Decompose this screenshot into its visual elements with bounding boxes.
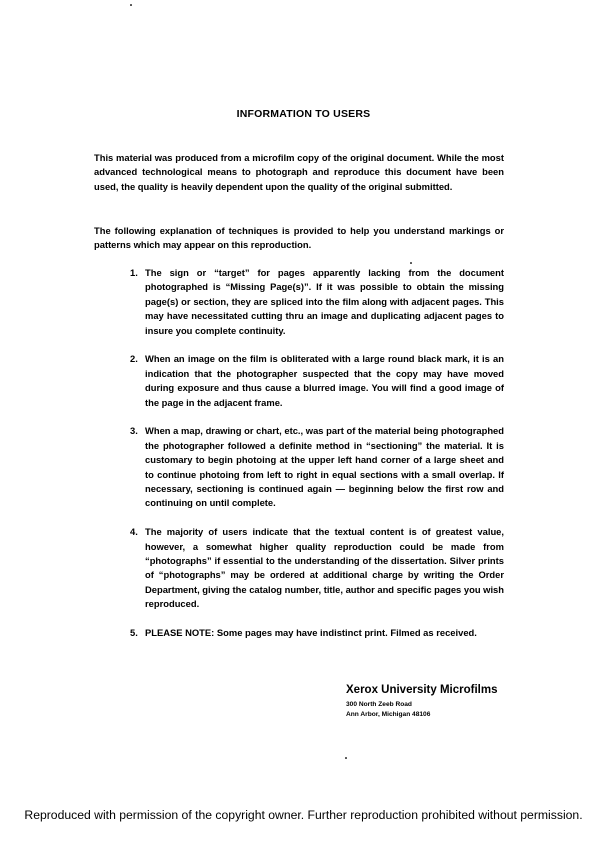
list-item [130, 266, 504, 338]
item-text: When an image on the film is obliterated with a large round black mark, it is an indication that the photographer suspected that the copy may have moved during exposure and thus cause a blurred image. You will find a good image of the page in the adjacent frame. [145, 353, 504, 408]
scan-speck [130, 4, 132, 6]
item-text: When a map, drawing or chart, etc., was part of the material being photographed the photographer followed a definite method in “sectioning” the material. It is customary to begin photoing at the upper left hand corner of a large sheet and to continue photoing from left to right in equal sections with a small overlap. If necessary, sectioning is continued again — beginning below the first row and continuing on until complete. [145, 425, 504, 509]
scan-speck [410, 262, 412, 264]
item-number: 3. [130, 425, 138, 437]
item-text: The sign or “target” for pages apparently lacking from the document photographed is “Missing Page(s)”. If it was possible to obtain the missing page(s) or section, they are spliced into the film along with adjacent pages. This may have necessitated cutting thru an image and duplicating adjacent pages to insure you complete continuity. [145, 267, 504, 336]
publisher-address [346, 700, 497, 720]
publisher-block [346, 683, 497, 720]
copyright-footer: Reproduced with permission of the copyright owner. Further reproduction prohibited without permission. [24, 808, 583, 822]
address-line: Ann Arbor, Michigan 48106 [346, 711, 431, 718]
list-item [130, 626, 504, 640]
list-item [130, 352, 504, 410]
scan-speck [345, 757, 347, 759]
list-item [130, 424, 504, 510]
item-number: 2. [130, 353, 138, 365]
techniques-list [130, 266, 504, 655]
item-text: PLEASE NOTE: Some pages may have indistinct print. Filmed as received. [145, 627, 477, 639]
item-number: 4. [130, 526, 138, 538]
item-number: 1. [130, 267, 138, 278]
intro-paragraph: This material was produced from a microfilm copy of the original document. While the most advanced technological means to photograph and reproduce this document have been used, the quality is heavily dependent upon the quality of the original submitted. [94, 152, 504, 192]
address-line: 300 North Zeeb Road [346, 701, 412, 708]
document-heading: INFORMATION TO USERS [236, 108, 371, 120]
item-text: The majority of users indicate that the textual content is of greatest value, however, a somewhat higher quality reproduction could be made from “photographs” if essential to the understanding of the dissertation. Silver prints of “photographs” may be ordered at additional charge by writing the Order Department, giving the catalog number, title, author and specific pages you wish reproduced. [145, 526, 504, 610]
explanation-paragraph: The following explanation of techniques is provided to help you understand markings or patterns which may appear on this reproduction. [94, 225, 504, 251]
publisher-name: Xerox University Microfilms [346, 684, 498, 696]
item-number: 5. [130, 627, 138, 639]
list-item [130, 525, 504, 611]
